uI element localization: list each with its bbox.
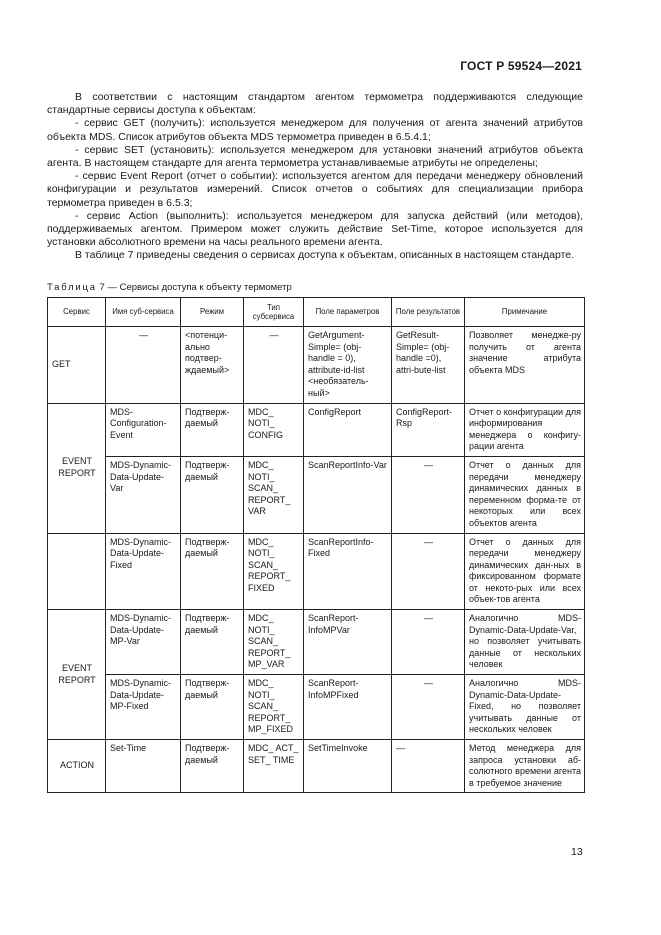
- table-caption: [47, 282, 292, 293]
- subservice-name-cell: Set-Time: [106, 740, 181, 793]
- mode-cell: <потенци-ально подтвер-ждаемый>: [181, 327, 244, 404]
- page-number: 13: [571, 846, 583, 858]
- table-row: [48, 610, 585, 675]
- results-cell: —: [392, 610, 465, 675]
- intro-paragraph: - сервис Action (выполнить): используется менеджером для запуска действий (или методов), поддерживаемых агентом. Примером может служить действие Set-Time, которое используется для установки абсолютного времени на часы реального времени агента.: [47, 209, 583, 249]
- table-row: [48, 403, 585, 456]
- note-cell: Метод менеджера для запроса установки аб-солютного времени агента в требуемое значение: [465, 740, 585, 793]
- subservice-type-cell: MDC_ ACT_ SET_ TIME: [244, 740, 304, 793]
- parameters-cell: GetArgument-Simple= (obj-handle = 0), attribute-id-list <необязатель-ный>: [304, 327, 392, 404]
- subservice-type-cell: MDC_ NOTI_ SCAN_ REPORT_ MP_VAR: [244, 610, 304, 675]
- subservice-name-cell: MDS-Dynamic-Data-Update-Fixed: [106, 533, 181, 610]
- header-results-field: Поле результатов: [392, 298, 465, 327]
- results-cell: —: [392, 456, 465, 533]
- table-row: [48, 327, 585, 404]
- intro-paragraph: - сервис GET (получить): используется менеджером для получения от агента значений атрибутов объекта MDS. Список атрибутов объекта MDS термометра приведен в 6.5.4.1;: [47, 117, 583, 143]
- note-cell: Аналогично MDS-Dynamic-Data-Update-Fixed, но позволяет учитывать данные от нескольких человек: [465, 675, 585, 740]
- parameters-cell: ScanReportInfo-Fixed: [304, 533, 392, 610]
- table-row: [48, 740, 585, 793]
- results-cell: ConfigReport-Rsp: [392, 403, 465, 456]
- results-cell: —: [392, 675, 465, 740]
- table-row: [48, 533, 585, 610]
- table-caption-title: — Сервисы доступа к объекту термометр: [107, 282, 292, 293]
- parameters-cell: ScanReport-InfoMPVar: [304, 610, 392, 675]
- header-parameters-field: Поле параметров: [304, 298, 392, 327]
- subservice-name-cell: MDS-Dynamic-Data-Update-Var: [106, 456, 181, 533]
- service-cell: EVENT REPORT: [48, 610, 106, 740]
- mode-cell: Подтверж-даемый: [181, 675, 244, 740]
- header-subservice-type: Тип субсервиса: [244, 298, 304, 327]
- service-cell: GET: [48, 327, 106, 404]
- note-cell: Отчет о конфигурации для информирования менеджера о конфигу-рации агента: [465, 403, 585, 456]
- parameters-cell: ConfigReport: [304, 403, 392, 456]
- intro-paragraph: - сервис Event Report (отчет о событии): используется агентом для передачи менеджеру обновлений конфигурации и результатов измерений. Список отчетов о событиях для специализации прибора термометра приведен в 6.5.3;: [47, 170, 583, 209]
- parameters-cell: ScanReport-InfoMPFixed: [304, 675, 392, 740]
- mode-cell: Подтверж-даемый: [181, 740, 244, 793]
- parameters-cell: ScanReportInfo-Var: [304, 456, 392, 533]
- note-cell: Позволяет менедже-ру получить от агента значение атрибута объекта MDS: [465, 327, 585, 404]
- results-cell: —: [392, 533, 465, 610]
- services-table: [47, 297, 585, 793]
- subservice-type-cell: MDC_ NOTI_ SCAN_ REPORT_ VAR: [244, 456, 304, 533]
- subservice-name-cell: MDS-Configuration-Event: [106, 403, 181, 456]
- intro-paragraph: - сервис SET (установить): используется менеджером для установки значений атрибутов объекта агента. В настоящем стандарте для агента термометра устанавливаемые атрибуты не определены;: [47, 143, 583, 170]
- service-cell-empty: [48, 533, 106, 610]
- note-cell: Отчет о данных для передачи менеджеру динамических дан-ных в фиксированном формате от некото-рых или всех объек-тов агента: [465, 533, 585, 610]
- results-cell: GetResult-Simple= (obj-handle =0), attri-bute-list: [392, 327, 465, 404]
- standard-designation: ГОСТ Р 59524—2021: [460, 59, 582, 73]
- subservice-name-cell: MDS-Dynamic-Data-Update-MP-Fixed: [106, 675, 181, 740]
- mode-cell: Подтверж-даемый: [181, 456, 244, 533]
- intro-paragraph: В соответствии с настоящим стандартом агентом термометра поддерживаются следующие стандартные сервисы доступа к объектам:: [47, 91, 583, 117]
- note-cell: Отчет о данных для передачи менеджеру динамических данных в переменном форма-те от некоторых или всех объектов агента: [465, 456, 585, 533]
- parameters-cell: SetTimeInvoke: [304, 740, 392, 793]
- subservice-type-cell: MDC_ NOTI_ SCAN_ REPORT_ FIXED: [244, 533, 304, 610]
- table-row: [48, 675, 585, 740]
- note-cell: Аналогично MDS-Dynamic-Data-Update-Var, но позволяет учитывать данные от нескольких человек: [465, 610, 585, 675]
- subservice-type-cell: MDC_ NOTI_ SCAN_ REPORT_ MP_FIXED: [244, 675, 304, 740]
- header-mode: Режим: [181, 298, 244, 327]
- table-caption-label: Таблица: [47, 282, 97, 293]
- mode-cell: Подтверж-даемый: [181, 610, 244, 675]
- results-cell: —: [392, 740, 465, 793]
- subservice-type-cell: —: [244, 327, 304, 404]
- intro-paragraph: В таблице 7 приведены сведения о сервисах доступа к объектам, описанных в настоящем стандарте.: [75, 249, 575, 262]
- subservice-type-cell: MDC_ NOTI_ CONFIG: [244, 403, 304, 456]
- header-note: Примечание: [465, 298, 585, 327]
- service-cell: ACTION: [48, 740, 106, 793]
- service-cell: EVENT REPORT: [48, 403, 106, 533]
- table-header-row: [48, 298, 585, 327]
- table-caption-number: 7: [99, 282, 105, 293]
- mode-cell: Подтверж-даемый: [181, 533, 244, 610]
- subservice-name-cell: MDS-Dynamic-Data-Update-MP-Var: [106, 610, 181, 675]
- mode-cell: Подтверж-даемый: [181, 403, 244, 456]
- intro-text: [47, 91, 583, 263]
- subservice-name-cell: —: [106, 327, 181, 404]
- header-service: Сервис: [48, 298, 106, 327]
- header-subservice-name: Имя суб-сервиса: [106, 298, 181, 327]
- table-row: [48, 456, 585, 533]
